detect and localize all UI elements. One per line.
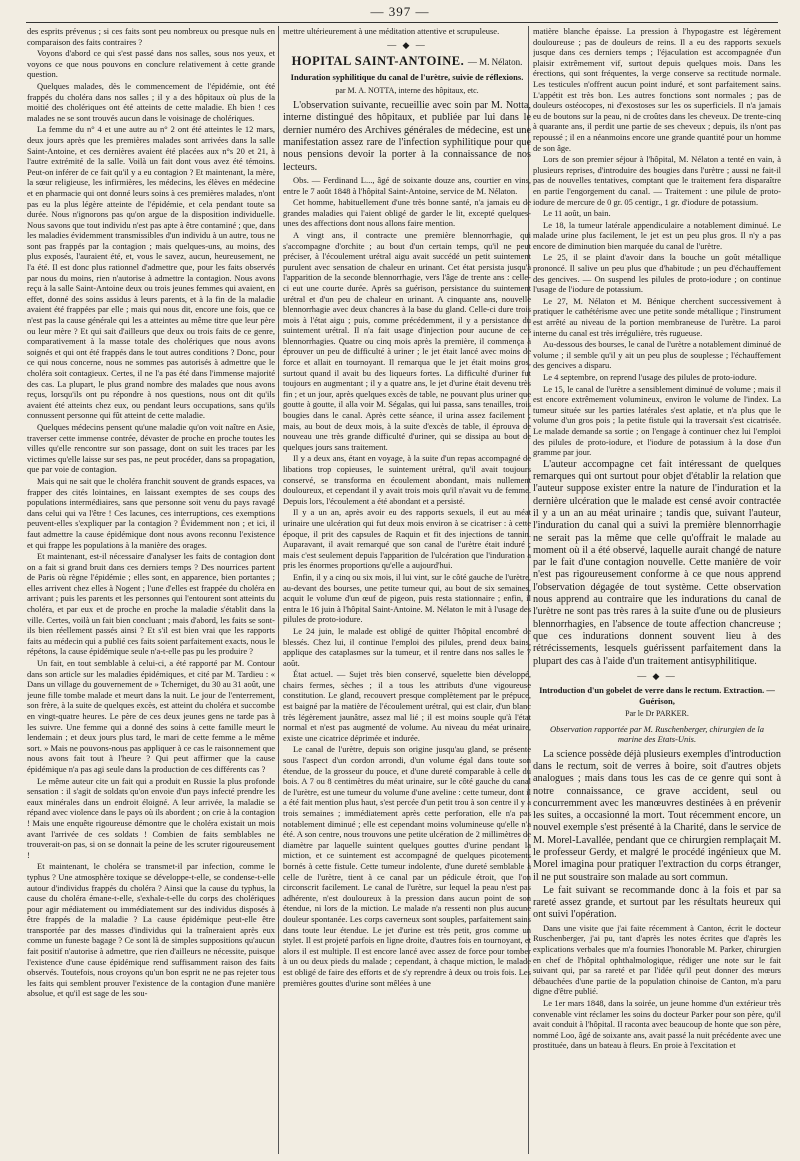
paragraph: Le 18, la tumeur latérale appendiculaire a notablement diminué. Le malade urine plus facilement, le jet est un peu plus gros. Il n'y a pas encore de diminution bien marquée du canal de l'urètre.: [533, 219, 781, 251]
column-right: [533, 26, 781, 1154]
paragraph: La science possède déjà plusieurs exemples d'introduction dans le rectum, soit de verres à boire, soit d'autres objets analogues ; mais dans tous les cas de ce genre qui sont à notre connaissance, ce grave accident, seul ou concurremment avec les manœuvres destinées à en prévenir les suites, a occasionné la mort. Tout récemment encore, un nouvel exemple s'est présenté à la Charité, dans le service de M. Morel-Lavallée, pendant que ce chirurgien remplaçait M. le professeur Gerdy, et malgré le procédé ingénieux que M. Morel imagina pour pratiquer l'extraction du corps étranger, il ne put soustraire son malade au sort commun.: [533, 748, 781, 883]
paragraph: Quelques médecins pensent qu'une maladie qu'on voit naître en Asie, traverser cette immense contrée, dévaster de proche en proche toutes les villes qu'elle rencontre sur son passage, dont on suit les traces par les victimes qu'elle laisse sur ses pas, ne peut procéder, dans sa propagation, que par voie de contagion.: [27, 421, 275, 475]
article-intro: [283, 100, 531, 174]
paragraph: Le canal de l'urètre, depuis son origine jusqu'au gland, se présente sous l'aspect d'un cordon arrondi, d'un volume égal dans toute son étendue, de la grosseur du pouce, et d'une dureté comparable à celle du bois. A 7 ou 8 centimètres du méat urinaire, sur le côté gauche du canal de l'urètre, est une tumeur du volume d'une aveline : cette tumeur, dont il a été fait mention plus haut, s'est percée d'un petit trou à son centre il y a trois semaines ; immédiatement après cette perforation, elle n'a pas notablement diminué ; elle est cependant moins volumineuse qu'elle n'a été. A son centre, nous trouvons une petite ulcération de 2 millimètres de diamètre par laquelle suintent quelques gouttes d'urine pendant la miction, et ce suintement est accompagné de quelques picotements bornés à cette fistule. Cette tumeur indolente, d'une dureté semblable à celle de l'urètre, tient à ce canal par un pédicule étroit, que l'on circonscrit facilement. Le canal de l'urètre, sur lequel la peau n'est pas adhérente, n'est douloureux à la pression dans aucun point de son étendue, ni lors de la miction. Le malade n'a ressenti non plus aucune douleur spontanée. Les corps caverneux sont souples, parfaitement sains dans toute leur étendue. Le jet d'urine est très petit, gros comme un stylet. Il est projeté parfois en ligne droite, d'autres fois en tournoyant, et alors il est multiple. Il est encore lancé avec assez de force pour tomber à un ou deux pieds du malade ; cependant, à chaque miction, le malade est obligé de faire des efforts et de s'y reprendre à deux ou trois fois. Les premières gouttes d'urine sont mêlées à une: [283, 744, 531, 988]
paragraph: des esprits prévenus ; si ces faits sont peu nombreux ou presque nuls en comparaison des faits contraires ?: [27, 26, 275, 47]
paragraph: Au-dessous des bourses, le canal de l'urètre a notablement diminué de volume ; il semble qu'il y ait un peu plus de souplesse ; l'échauffement des gencives a disparu.: [533, 339, 781, 371]
paragraph: Mais qui ne sait que le choléra franchit souvent de grands espaces, va frapper des cités lointaines, en laissant exemptes de ses coups des populations intermédiaires, sans que personne soit venu du pays ravagé dans celui qui va l'être ! Ces lacunes, ces interruptions, ces exemptions peuvent-elles s'expliquer par la contagion ? Évidemment non ; et ici, il faut admettre la cause épidémique dont nous avons reconnu l'existence et qui frappe les populations à la manière des orages.: [27, 475, 275, 550]
paragraph: Et maintenant, le choléra se transmet-il par infection, comme le typhus ? Une atmosphère toxique se développe-t-elle, se condense-t-elle autour d'individus frappés du choléra ? Ainsi que la cause du typhus, la cause du choléra émane-t-elle, s'exhale-t-elle du corps des cholériques pour agir médiatement ou immédiatement sur des individus disposés à être frappés de la maladie ? La cause épidémique peut-elle être transportée par des masses d'individus qui la traîneraient après eux comme un funeste bagage ? Ce sont là de simples suppositions qu'aucun fait positif n'autorise à admettre, que rien d'ailleurs ne nécessite, puisque l'existence d'une cause épidémique rend suffisamment raison des faits observés. Toutefois, nous croyons qu'un bon esprit ne ne pas rejeter tous les faits qui semblent prouver l'existence de la contagion d'une manière absolue, et qu'il est sage de les sou-: [27, 861, 275, 999]
paragraph: La femme du n° 4 et une autre au n° 2 ont été atteintes le 12 mars, deux jours après que les premières malades sont arrivées dans la salle Saint-Antoine, et ces dernières avaient été placées aux n°s 20 et 21, à l'autre extrémité de la salle. Voilà un fait dont vous avez été témoins. Peut-on inférer de ce fait qu'il y a eu contagion ? Et maintenant, la mère, la sœur religieuse, les infirmières, les médecins, les élèves en médecine et en pharmacie qui ont donné leurs soins à ces premières malades, n'ont pas eu la plus légère atteinte de l'épidémie, et cela pendant toute sa durée. Nous n'ignorons pas qu'on argue de la disposition individuelle. Nous savons que tout individu n'est pas apte à être contaminé ; que, dans les maladies évidemment transmissibles d'un individu à un autre, tous ne sont pas frappés par la contagion ; mais quelques-uns, au moins, des plus exposés, l'auraient été, et, vous le savez, aucun, heureusement, ne l'a été. Il est donc plus rationnel d'admettre que, pour les faits observés par nous du moins, rien n'autorise à admettre la contagion. Nous avons reçu à la salle Saint-Antoine deux ou trois jeunes femmes qui avaient, en effet, donné des soins assidus à leurs parents, et à la fin de la maladie avaient été frappées par elle ; mais qui nous dit, encore une fois, que ce n'est pas la cause générale qui les a atteintes au même titre que leur père ou leur mère ? Et qui sait d'ailleurs que deux ou trois faits de ce genre, comparativement à la masse totale des cholériques que nous avons soignés et qui ont été frappés dans le tout autres conditions ? Donc, pour ce qui nous concerne, nous ne sommes pas autorisés à admettre que le choléra soit contagieux. Certes, il ne l'a pas été dans l'immense majorité des cas. La plupart, le plus grand nombre des malades que nous avons reçus, lorsqu'ils ont pu répondre à nos questions, nous ont dit qu'ils avaient été atteints chez eux, ou pendant leurs occupations, sans qu'ils connussent personne qui fût atteint de cette maladie.: [27, 124, 275, 421]
paragraph: Le 4 septembre, on reprend l'usage des pilules de proto-iodure.: [543, 372, 757, 382]
section-title: [283, 54, 531, 69]
section-title-text: HOPITAL SAINT-ANTOINE.: [291, 54, 465, 69]
article-byline: par M. A. NOTTA, interne des hôpitaux, etc.: [335, 85, 479, 95]
intro-paragraph: L'observation suivante, recueillie avec soin par M. Notta, interne distingué des hôpitaux, et publiée par lui dans le dernier numéro des Archives générales de médecine, est une manifestation assez rare de l'infection syphilitique pour que nous pensions devoir la porter à la connaissance de nos lecteurs.: [283, 100, 531, 173]
ornament-divider: — ◆ —: [637, 670, 677, 681]
column-middle: [283, 26, 531, 1154]
paragraph: mettre ultérieurement à une méditation attentive et scrupuleuse.: [283, 26, 500, 36]
paragraph: Le 27, M. Nélaton et M. Bénique cherchent successivement à pratiquer le cathétérisme avec une petite sonde métallique ; l'instrument est arrêté au niveau de la portion membraneuse de l'urètre. La paroi interne du canal est très irrégulière, très rugueuse.: [533, 295, 781, 338]
paragraph: Lors de son premier séjour à l'hôpital, M. Nélaton a tenté en vain, à plusieurs reprises, d'introduire des bougies dans l'urètre ; aussi ne fait-il pas de nouvelles tentatives, comptant que le traitement fera disparaître en partie l'engorgement du canal. — Traitement : une pilule de proto-iodure de mercure de 0 gr. 05 centigr., 1 gr. d'iodure de potassium.: [533, 154, 781, 207]
paragraph: Le 25, il se plaint d'avoir dans la bouche un goût métallique prononcé. Il salive un peu plus que d'habitude ; un peu d'échauffement des gencives. — On suspend les pilules de proto-iodure ; on continue l'usage de l'iodure de potassium.: [533, 252, 781, 295]
header-rule: [26, 22, 778, 23]
paragraph: Cet homme, habituellement d'une très bonne santé, n'a jamais eu de grandes maladies qui l'aient obligé de garder le lit, excepté quelques-unes des affections dont nous allons faire mention.: [283, 197, 531, 229]
paragraph: Le 15, le canal de l'urètre a sensiblement diminué de volume ; mais il est encore extrêmement volumineux, environ le volume de l'index. La tumeur située sur les parties latérales s'est aplatie, et n'a plus que le volume d'un gros pois ; la petite fistule qui la traversait s'est cicatrisée. Le malade demande sa sortie ; on l'engage à continuer chez lui l'emploi des pilules de proto-iodure, et l'iodure de potassium à la dose d'un gramme par jour.: [533, 383, 781, 458]
paragraph: Le 1er mars 1848, dans la soirée, un jeune homme d'un extérieur très convenable vint réclamer les soins du docteur Parker pour son père, qu'il avait conduit à l'hôpital. Il raconta avec beaucoup de honte que son père, nommé Loo, âgé de soixante ans, avait passé la nuit précédente avec une prostituée, dans un bateau à fleurs. En proie à l'excitation et: [533, 997, 781, 1051]
column-left: [27, 26, 275, 1154]
paragraph: Il y a deux ans, étant en voyage, à la suite d'un repas accompagné de libations trop copieuses, le suintement urétral, qu'il avait toujours conservé, se transforma en écoulement abondant, mais nullement douloureux, et cependant il y avait trois mois qu'il n'avait vu de femme. Depuis lors, l'écoulement a été abondant et a persisté.: [283, 453, 531, 506]
paragraph: Le même auteur cite un fait qui a produit en Russie la plus profonde sensation : il s'agit de soldats qu'on envoie d'un pays infecté prendre les eaux minérales dans un endroit éloigné. A leur arrivée, la maladie se répand avec violence dans le pays où ils abordent ; on crie à la contagion ! Mais une enquête rigoureuse démontre que le choléra existait un mois avant l'arrivée de ces soldats ! Combien de faits semblables ne trouverait-on pas, si on se donnait la peine de les scruter rigoureusement !: [27, 775, 275, 860]
commentary-paragraph: L'auteur accompagne cet fait intéressant de quelques remarques qui ont surtout pour objet d'établir la relation que l'auteur suppose exister entre la nature de l'induration et la dernière ulcération que le malade est censé avoir contractée il y a un an au méat urinaire ; tandis que, suivant l'auteur, l'induration du canal qui a suivi la première blennorrhagie ne serait pas la même que celle qu'offrait le malade au moment où il a été observé, laquelle aurait changé de nature par le fait d'une contagion nouvelle. Cette manière de voir n'est pas rigoureusement conforme à ce que nous apprend l'observation dégagée de tout système. Cette observation nous apprend au contraire que les indurations du canal de l'urètre ne sont pas très rares à la suite d'une ou de plusieurs blennorrhagies, en l'absence de toute affection chancreuse ; que ces indurations donnent souvent lieu à des rétrécissements, lesquels guérissent parfaitement dans la plupart des cas à l'aide d'un traitement antisyphilitique.: [533, 458, 781, 667]
paragraph: Quelques malades, dès le commencement de l'épidémie, ont été frappés du choléra dans nos salles ; il y a des hôpitaux où plus de la moitié des cholériques ont été atteints de cette maladie. Eh bien ! ces malades ne se sont trouvés aucun dans le voisinage de cholériques.: [27, 80, 275, 123]
paragraph: État actuel. — Sujet très bien conservé, squelette bien développé, chairs fermes, sèches ; il a tous les attributs d'une vigoureuse constitution. Le gland, recouvert presque complètement par le prépuce, est baigné par la matière de l'écoulement urétral, qui est clair, d'un blanc très légèrement jaunâtre, assez mal lié ; il est moins souple qu'à l'état normal et n'est pas augmenté de volume. Au niveau du méat urinaire, existe une cicatrice déprimée et indurée.: [283, 669, 531, 743]
section2-title: Introduction d'un gobelet de verre dans le rectum. Extraction. — Guérison,: [539, 685, 775, 706]
section2-byline: Par le Dr PARKER.: [625, 709, 689, 719]
column-divider: [278, 26, 279, 1154]
paragraph: Enfin, il y a cinq ou six mois, il lui vint, sur le côté gauche de l'urètre, au-devant des bourses, une petite tumeur qui, au bout de six semaines, acquit le volume d'un œuf de pigeon, puis resta stationnaire ; enfin, il entra le 16 juin à l'hôpital Saint-Antoine. M. Nélaton le mit à l'usage des pilules de proto-iodure.: [283, 571, 531, 625]
section-title-suffix: — M. Nélaton.: [467, 57, 523, 68]
article-subtitle: Induration syphilitique du canal de l'urètre, suivie de réflexions.: [290, 72, 524, 83]
paragraph: Obs. — Ferdinand L..., âgé de soixante douze ans, courtier en vins, entre le 7 août 1848 à l'hôpital Saint-Antoine, service de M. Nélaton.: [283, 174, 531, 196]
section2-body: [533, 749, 781, 922]
paragraph: matière blanche épaisse. La pression à l'hypogastre est légèrement douloureuse ; pas de douleurs de reins. Il a eu des rapports sexuels jusque dans ces derniers temps ; l'éjaculation est accompagnée d'un plaisir extrêmement vif, surtout depuis quelques mois. Dans les érections, qui sont fréquentes, la verge conserve sa rectitude normale. Les testicules n'offrent aucun point induré, et sont parfaitement sains. L'appétit est très bon. Les autres fonctions sont normales ; pas de douleurs ostéocopes, ni d'exostoses sur les os superficiels. Il n'a jamais eu de boutons sur la peau, ni de croûtes dans les cheveux. De trente-cinq à quarante ans, il perdit une partie de ses cheveux ; depuis, ils n'ont pas repoussé ; il en a néanmoins encore une grande quantité pour un homme de son âge.: [533, 26, 781, 153]
paragraph: A vingt ans, il contracte une première blennorrhagie, qui s'accompagne d'orchite ; au bout d'un certain temps, qu'il ne peut préciser, à l'écoulement urétral aigu avait succédé un petit suintement purulent avec sensation de chaleur en urinant. Cet état persista jusqu'à l'apparition de la seconde blennorrhagie, vers l'âge de trente ans : celle-ci eut une courte durée. Après sa guérison, persistance du suintement urétral et d'un peu de chaleur en urinant. A cinquante ans, nouvelle blennorrhagie avec deux chancres à la base du gland. Celle-ci dure trois mois à l'état aigu ; puis, comme précédemment, il y a persistance du suintement urétral. Il n'a fait usage d'injection pour aucune de ces blennorrhagies. Quatre ou cinq mois après la première, il commença à éprouver un peu de difficulté à uriner ; le jet était lancé avec moins de force et allait en tournoyant. Il remarqua que le jet était moins gros, surtout quand il avait bu des liqueurs fortes. La difficulté d'uriner fut toujours en augmentant ; il y a quatre ans, le jet d'urine était devenu très fin ; et un jour, après quelques excès de table, ne pouvant plus uriner que goutte à goutte, il alla voir M. Ségalas, qui lui passa, sans tenailles, trois bougies dans le canal. Après cette séance, il urina assez facilement ; mais, au bout de deux mois, à la suite d'excès de table, il éprouva de nouveau une très grande difficulté d'uriner, qui se dissipa au bout de quelques jours sans traitement.: [283, 229, 531, 452]
paragraph: Et maintenant, est-il nécessaire d'analyser les faits de contagion dont on a fait si grand bruit dans ces derniers temps ? Des nourrices partent de Paris où règne l'épidémie ; elles sont, en apparence, bien portantes ; elles arrivent chez elles à Nogent ; l'une d'elles est frappée du choléra en arrivant ; puis les parents et les personnes qui l'entourent sont atteints du choléra, et par eux et de proche en proche la maladie s'établit dans la ville. Certes, voilà un fait bien concluant ; mais d'abord, les faits se sont-ils bien réellement passés ainsi ? Et s'il est bien vrai que les rapports faits au médecin qui a publié ces faits soient parfaitement exacts, nous le répétons, la cause épidémique seule n'a-t-elle pas pu les produire ?: [27, 551, 275, 657]
paragraph: Voyons d'abord ce qui s'est passé dans nos salles, sous nos yeux, et voyons ce que nous pouvons en conclure relativement à cette grande question.: [27, 48, 275, 80]
paragraph: Dans une visite que j'ai faite récemment à Canton, écrit le docteur Ruschenberger, j'ai pu, tant d'après les notes écrites que d'après les explications verbales que m'a fournies l'honorable M. Parker, chirurgien en chef de l'hôpital ophthalmologique, rédiger une note sur le fait suivant qui, par sa rareté et par l'idée qu'il peut donner des mœurs débauchées d'une partie de la population chinoise de Canton, m'a paru digne d'être publié.: [533, 922, 781, 997]
paragraph: Le 24 juin, le malade est obligé de quitter l'hôpital encombré de blessés. Chez lui, il continue l'emploi des pilules, prend deux bains, applique des cataplasmes sur la tumeur, et il rentre dans nos salles le 7 août.: [283, 625, 531, 668]
section2-note: Observation rapportée par M. Ruschenberger, chirurgien de la marine des Etats-Unis.: [550, 723, 764, 745]
page-number: — 397 —: [370, 4, 430, 19]
paragraph: Le fait suivant se recommande donc à la fois et par sa rareté assez grande, et surtout par les résultats heureux qui ont suivi l'opération.: [533, 884, 781, 921]
paragraph: Un fait, en tout semblable à celui-ci, a été rapporté par M. Contour dans son article sur les maladies épidémiques, et cité par M. Tardieu : « Dans un village du gouvernement de » Tcherniget, du 30 au 31 août, une jeune fille tombe malade et meurt dans la nuit. Le jour de l'enterrement, son frère, à la suite de quelques excès, est atteint du choléra et succombe en vingt-quatre heures. Le père de ces deux jeunes gens ne tarde pas à les suivre. Une femme qui a donné des soins à cette famille meurt le lendemain ; et deux jours plus tard, le mari de cette femme a le même sort. » Mais ne pouvons-nous pas appliquer à ce cas le raisonnement que nous avons fait tout à l'heure ? Qui peut affirmer que la cause épidémique n'a pas agi seule dans la production de ces différents cas ?: [27, 658, 275, 774]
paragraph: Le 11 août, un bain.: [543, 208, 611, 219]
paragraph: Il y a un an, après avoir eu des rapports sexuels, il eut au méat urinaire une ulcération qui fut deux mois environ à se cicatriser : à cette époque, il prit des capsules de Raquin et fit des injections de tannin. Auparavant, il avait remarqué que son canal de l'urètre était induré ; mais c'est seulement depuis l'apparition de l'ulcération que l'induration a pris les énormes proportions qu'elle a aujourd'hui.: [283, 507, 531, 571]
commentary: [533, 459, 781, 668]
ornament-divider: — ◆ —: [387, 39, 427, 50]
